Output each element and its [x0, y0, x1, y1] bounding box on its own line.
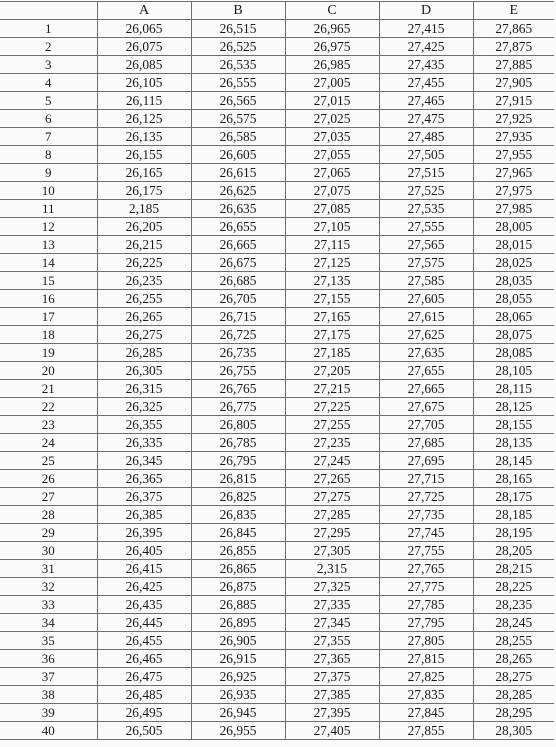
table-cell: 27,625 — [379, 326, 473, 344]
row-index-cell: 31 — [0, 560, 97, 578]
row-index-cell: 40 — [0, 722, 97, 740]
table-cell: 27,705 — [379, 416, 473, 434]
table-cell: 27,885 — [473, 56, 554, 74]
table-cell: 27,785 — [379, 596, 473, 614]
table-cell: 26,355 — [97, 416, 191, 434]
table-cell: 27,335 — [285, 596, 379, 614]
table-row — [0, 254, 554, 272]
table-cell: 26,725 — [191, 326, 285, 344]
row-index-cell: 39 — [0, 704, 97, 722]
table-cell: 27,325 — [285, 578, 379, 596]
row-index-cell: 1 — [0, 20, 97, 38]
table-cell: 26,625 — [191, 182, 285, 200]
table-cell: 27,905 — [473, 74, 554, 92]
table-row — [0, 398, 554, 416]
table-cell: 27,875 — [473, 38, 554, 56]
row-index-cell: 29 — [0, 524, 97, 542]
table-cell: 26,105 — [97, 74, 191, 92]
row-index-cell: 7 — [0, 128, 97, 146]
table-cell: 26,985 — [285, 56, 379, 74]
table-cell: 26,765 — [191, 380, 285, 398]
table-row — [0, 704, 554, 722]
row-index-cell: 23 — [0, 416, 97, 434]
table-row — [0, 614, 554, 632]
table-row — [0, 20, 554, 38]
table-row — [0, 470, 554, 488]
table-row — [0, 200, 554, 218]
table-cell: 28,185 — [473, 506, 554, 524]
table-cell: 26,075 — [97, 38, 191, 56]
table-cell: 26,685 — [191, 272, 285, 290]
column-header: B — [191, 2, 285, 20]
table-cell: 26,735 — [191, 344, 285, 362]
table-cell: 27,415 — [379, 20, 473, 38]
table-cell: 27,675 — [379, 398, 473, 416]
table-cell: 27,455 — [379, 74, 473, 92]
row-index-cell: 8 — [0, 146, 97, 164]
table-cell: 27,585 — [379, 272, 473, 290]
table-cell: 27,405 — [285, 722, 379, 740]
table-row — [0, 632, 554, 650]
table-row — [0, 380, 554, 398]
table-row — [0, 290, 554, 308]
table-cell: 26,125 — [97, 110, 191, 128]
table-cell: 27,535 — [379, 200, 473, 218]
table-row — [0, 164, 554, 182]
table-cell: 27,845 — [379, 704, 473, 722]
table-cell: 27,135 — [285, 272, 379, 290]
table-cell: 27,075 — [285, 182, 379, 200]
table-cell: 26,235 — [97, 272, 191, 290]
table-cell: 26,975 — [285, 38, 379, 56]
table-row — [0, 722, 554, 740]
table-cell: 26,495 — [97, 704, 191, 722]
table-cell: 27,815 — [379, 650, 473, 668]
table-cell: 27,185 — [285, 344, 379, 362]
table-cell: 27,275 — [285, 488, 379, 506]
table-cell: 28,235 — [473, 596, 554, 614]
table-cell: 27,655 — [379, 362, 473, 380]
table-cell: 26,375 — [97, 488, 191, 506]
row-index-cell: 18 — [0, 326, 97, 344]
table-cell: 28,125 — [473, 398, 554, 416]
table-row — [0, 416, 554, 434]
row-index-cell: 28 — [0, 506, 97, 524]
table-cell: 26,845 — [191, 524, 285, 542]
table-cell: 27,125 — [285, 254, 379, 272]
table-cell: 28,155 — [473, 416, 554, 434]
table-cell: 26,565 — [191, 92, 285, 110]
table-cell: 26,345 — [97, 452, 191, 470]
row-index-cell: 37 — [0, 668, 97, 686]
column-header: E — [473, 2, 554, 20]
table-cell: 27,835 — [379, 686, 473, 704]
table-cell: 27,235 — [285, 434, 379, 452]
table-cell: 26,215 — [97, 236, 191, 254]
table-cell: 27,955 — [473, 146, 554, 164]
row-index-cell: 21 — [0, 380, 97, 398]
table-cell: 27,435 — [379, 56, 473, 74]
table-cell: 26,885 — [191, 596, 285, 614]
row-index-cell: 32 — [0, 578, 97, 596]
table-cell: 28,015 — [473, 236, 554, 254]
table-row — [0, 128, 554, 146]
table-cell: 27,255 — [285, 416, 379, 434]
table-cell: 26,635 — [191, 200, 285, 218]
table-cell: 27,165 — [285, 308, 379, 326]
table-cell: 26,135 — [97, 128, 191, 146]
table-cell: 26,945 — [191, 704, 285, 722]
table-cell: 27,685 — [379, 434, 473, 452]
table-cell: 26,225 — [97, 254, 191, 272]
table-cell: 26,785 — [191, 434, 285, 452]
row-index-cell: 5 — [0, 92, 97, 110]
table-cell: 26,455 — [97, 632, 191, 650]
table-cell: 28,145 — [473, 452, 554, 470]
table-cell: 27,915 — [473, 92, 554, 110]
table-cell: 27,205 — [285, 362, 379, 380]
table-cell: 27,115 — [285, 236, 379, 254]
table-cell: 27,005 — [285, 74, 379, 92]
table-cell: 28,295 — [473, 704, 554, 722]
table-row — [0, 74, 554, 92]
table-cell: 27,855 — [379, 722, 473, 740]
table-cell: 26,865 — [191, 560, 285, 578]
table-cell: 27,385 — [285, 686, 379, 704]
table-cell: 26,415 — [97, 560, 191, 578]
table-cell: 27,475 — [379, 110, 473, 128]
row-index-cell: 14 — [0, 254, 97, 272]
table-cell: 26,875 — [191, 578, 285, 596]
table-cell: 27,285 — [285, 506, 379, 524]
table-cell: 28,195 — [473, 524, 554, 542]
table-cell: 26,505 — [97, 722, 191, 740]
table-cell: 26,755 — [191, 362, 285, 380]
table-cell: 27,365 — [285, 650, 379, 668]
table-cell: 26,815 — [191, 470, 285, 488]
table-cell: 27,975 — [473, 182, 554, 200]
row-index-cell: 36 — [0, 650, 97, 668]
table-cell: 27,825 — [379, 668, 473, 686]
table-row — [0, 524, 554, 542]
row-index-cell: 25 — [0, 452, 97, 470]
table-cell: 28,035 — [473, 272, 554, 290]
table-cell: 26,805 — [191, 416, 285, 434]
table-row — [0, 110, 554, 128]
column-header-index — [0, 2, 97, 20]
table-cell: 27,555 — [379, 218, 473, 236]
table-cell: 28,005 — [473, 218, 554, 236]
table-cell: 26,795 — [191, 452, 285, 470]
table-cell: 26,705 — [191, 290, 285, 308]
table-cell: 27,865 — [473, 20, 554, 38]
table-row — [0, 308, 554, 326]
table-cell: 26,715 — [191, 308, 285, 326]
table-cell: 27,295 — [285, 524, 379, 542]
table-cell: 26,535 — [191, 56, 285, 74]
table-cell: 26,475 — [97, 668, 191, 686]
table-cell: 26,925 — [191, 668, 285, 686]
table-cell: 26,385 — [97, 506, 191, 524]
table-cell: 27,265 — [285, 470, 379, 488]
table-cell: 26,605 — [191, 146, 285, 164]
row-index-cell: 20 — [0, 362, 97, 380]
table-cell: 27,215 — [285, 380, 379, 398]
table-cell: 26,935 — [191, 686, 285, 704]
table-row — [0, 362, 554, 380]
table-cell: 28,055 — [473, 290, 554, 308]
table-cell: 26,255 — [97, 290, 191, 308]
table-cell: 27,225 — [285, 398, 379, 416]
table-cell: 28,215 — [473, 560, 554, 578]
row-index-cell: 12 — [0, 218, 97, 236]
table-cell: 26,325 — [97, 398, 191, 416]
table-cell: 27,935 — [473, 128, 554, 146]
table-cell: 28,065 — [473, 308, 554, 326]
table-cell: 26,775 — [191, 398, 285, 416]
table-cell: 27,575 — [379, 254, 473, 272]
table-cell: 26,515 — [191, 20, 285, 38]
table-cell: 26,485 — [97, 686, 191, 704]
table-cell: 27,715 — [379, 470, 473, 488]
table-cell: 27,355 — [285, 632, 379, 650]
table-row — [0, 560, 554, 578]
table-row — [0, 506, 554, 524]
column-header: C — [285, 2, 379, 20]
table-row — [0, 668, 554, 686]
table-cell: 26,165 — [97, 164, 191, 182]
table-row — [0, 38, 554, 56]
table-cell: 26,615 — [191, 164, 285, 182]
table-cell: 26,825 — [191, 488, 285, 506]
table-cell: 27,105 — [285, 218, 379, 236]
row-index-cell: 4 — [0, 74, 97, 92]
table-cell: 26,285 — [97, 344, 191, 362]
row-index-cell: 2 — [0, 38, 97, 56]
table-cell: 27,065 — [285, 164, 379, 182]
row-index-cell: 19 — [0, 344, 97, 362]
table-cell: 27,605 — [379, 290, 473, 308]
row-index-cell: 9 — [0, 164, 97, 182]
row-index-cell: 38 — [0, 686, 97, 704]
table-row — [0, 542, 554, 560]
table-body — [0, 20, 554, 740]
table-cell: 27,565 — [379, 236, 473, 254]
header-row — [0, 2, 554, 20]
table-cell: 2,315 — [285, 560, 379, 578]
table-cell: 27,695 — [379, 452, 473, 470]
table-cell: 26,365 — [97, 470, 191, 488]
table-cell: 27,615 — [379, 308, 473, 326]
table-cell: 26,555 — [191, 74, 285, 92]
row-index-cell: 34 — [0, 614, 97, 632]
table-cell: 28,285 — [473, 686, 554, 704]
row-index-cell: 24 — [0, 434, 97, 452]
table-cell: 27,635 — [379, 344, 473, 362]
row-index-cell: 33 — [0, 596, 97, 614]
table-cell: 28,115 — [473, 380, 554, 398]
table-cell: 26,175 — [97, 182, 191, 200]
table-cell: 26,525 — [191, 38, 285, 56]
table-cell: 27,025 — [285, 110, 379, 128]
table-row — [0, 92, 554, 110]
table-cell: 27,425 — [379, 38, 473, 56]
table-cell: 27,155 — [285, 290, 379, 308]
table-cell: 27,985 — [473, 200, 554, 218]
table-cell: 26,065 — [97, 20, 191, 38]
table-cell: 28,225 — [473, 578, 554, 596]
table-cell: 27,035 — [285, 128, 379, 146]
table-cell: 28,245 — [473, 614, 554, 632]
table-cell: 27,395 — [285, 704, 379, 722]
table-cell: 26,275 — [97, 326, 191, 344]
table-cell: 26,675 — [191, 254, 285, 272]
table-cell: 27,345 — [285, 614, 379, 632]
table-cell: 26,835 — [191, 506, 285, 524]
table-cell: 27,725 — [379, 488, 473, 506]
table-cell: 28,135 — [473, 434, 554, 452]
table-row — [0, 578, 554, 596]
row-index-cell: 13 — [0, 236, 97, 254]
table-cell: 26,585 — [191, 128, 285, 146]
table-cell: 28,255 — [473, 632, 554, 650]
table-cell: 28,165 — [473, 470, 554, 488]
table-cell: 27,015 — [285, 92, 379, 110]
row-index-cell: 35 — [0, 632, 97, 650]
table-row — [0, 344, 554, 362]
table-cell: 26,445 — [97, 614, 191, 632]
table-cell: 27,795 — [379, 614, 473, 632]
table-cell: 27,525 — [379, 182, 473, 200]
table-cell: 27,055 — [285, 146, 379, 164]
data-table — [0, 1, 554, 740]
table-row — [0, 650, 554, 668]
row-index-cell: 26 — [0, 470, 97, 488]
table-cell: 26,155 — [97, 146, 191, 164]
table-cell: 27,085 — [285, 200, 379, 218]
table-cell: 26,205 — [97, 218, 191, 236]
table-cell: 26,395 — [97, 524, 191, 542]
table-cell: 27,755 — [379, 542, 473, 560]
table-row — [0, 596, 554, 614]
table-cell: 28,105 — [473, 362, 554, 380]
table-cell: 27,805 — [379, 632, 473, 650]
table-row — [0, 326, 554, 344]
table-cell: 27,765 — [379, 560, 473, 578]
table-cell: 27,925 — [473, 110, 554, 128]
column-header: D — [379, 2, 473, 20]
table-row — [0, 56, 554, 74]
column-header: A — [97, 2, 191, 20]
table-cell: 27,175 — [285, 326, 379, 344]
table-cell: 27,465 — [379, 92, 473, 110]
table-cell: 27,485 — [379, 128, 473, 146]
row-index-cell: 22 — [0, 398, 97, 416]
table-cell: 28,175 — [473, 488, 554, 506]
row-index-cell: 6 — [0, 110, 97, 128]
table-row — [0, 434, 554, 452]
table-cell: 26,425 — [97, 578, 191, 596]
table-cell: 28,265 — [473, 650, 554, 668]
table-row — [0, 488, 554, 506]
table-cell: 27,745 — [379, 524, 473, 542]
table-cell: 26,955 — [191, 722, 285, 740]
table-row — [0, 182, 554, 200]
table-cell: 26,855 — [191, 542, 285, 560]
table-cell: 27,505 — [379, 146, 473, 164]
table-cell: 27,245 — [285, 452, 379, 470]
row-index-cell: 27 — [0, 488, 97, 506]
table-cell: 27,965 — [473, 164, 554, 182]
row-index-cell: 11 — [0, 200, 97, 218]
table-row — [0, 146, 554, 164]
table-cell: 28,025 — [473, 254, 554, 272]
table-row — [0, 452, 554, 470]
table-cell: 26,665 — [191, 236, 285, 254]
table-cell: 26,315 — [97, 380, 191, 398]
table-cell: 2,185 — [97, 200, 191, 218]
table-cell: 27,305 — [285, 542, 379, 560]
table-cell: 26,915 — [191, 650, 285, 668]
table-cell: 26,115 — [97, 92, 191, 110]
table-cell: 26,575 — [191, 110, 285, 128]
table-cell: 27,735 — [379, 506, 473, 524]
table-cell: 28,205 — [473, 542, 554, 560]
table-cell: 26,965 — [285, 20, 379, 38]
table-row — [0, 686, 554, 704]
table-row — [0, 272, 554, 290]
table-cell: 26,655 — [191, 218, 285, 236]
row-index-cell: 17 — [0, 308, 97, 326]
row-index-cell: 15 — [0, 272, 97, 290]
table-row — [0, 218, 554, 236]
table-cell: 27,515 — [379, 164, 473, 182]
table-cell: 26,405 — [97, 542, 191, 560]
table-cell: 28,085 — [473, 344, 554, 362]
table-cell: 27,775 — [379, 578, 473, 596]
row-index-cell: 3 — [0, 56, 97, 74]
table-cell: 27,375 — [285, 668, 379, 686]
row-index-cell: 10 — [0, 182, 97, 200]
table-cell: 28,275 — [473, 668, 554, 686]
row-index-cell: 16 — [0, 290, 97, 308]
table-cell: 27,665 — [379, 380, 473, 398]
row-index-cell: 30 — [0, 542, 97, 560]
table-row — [0, 236, 554, 254]
table-cell: 28,075 — [473, 326, 554, 344]
table-cell: 28,305 — [473, 722, 554, 740]
table-cell: 26,305 — [97, 362, 191, 380]
table-cell: 26,085 — [97, 56, 191, 74]
table-cell: 26,895 — [191, 614, 285, 632]
table-cell: 26,265 — [97, 308, 191, 326]
table-cell: 26,335 — [97, 434, 191, 452]
table-cell: 26,905 — [191, 632, 285, 650]
table-cell: 26,435 — [97, 596, 191, 614]
table-cell: 26,465 — [97, 650, 191, 668]
